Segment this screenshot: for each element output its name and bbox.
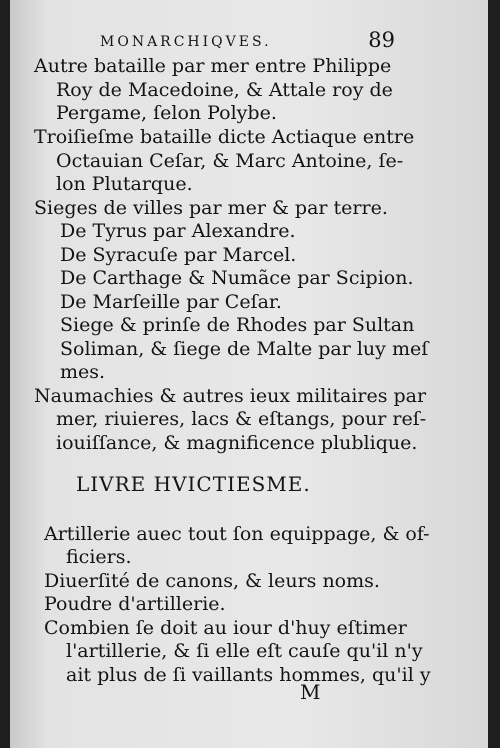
toc-line: Poudre d'artillerie. [44, 593, 226, 615]
toc-line: mer, riuieres, lacs & eſtangs, pour reſ- [56, 408, 427, 430]
toc-line: Soliman, & ſiege de Malte par luy meſ [60, 338, 429, 360]
book-page [10, 0, 488, 748]
toc-line: ficiers. [66, 546, 132, 568]
toc-line: De Marſeille par Ceſar. [60, 291, 282, 313]
toc-line: ait plus de ſi vaillants hommes, qu'il y [66, 664, 431, 686]
toc-line: iouiſſance, & magnificence plublique. [56, 432, 418, 454]
toc-line: Pergame, ſelon Polybe. [56, 102, 277, 124]
section-heading: LIVRE HVICTIESME. [76, 472, 311, 496]
toc-line: De Syracuſe par Marcel. [60, 244, 297, 266]
toc-line: De Tyrus par Alexandre. [60, 220, 296, 242]
toc-line: Siege & prinſe de Rhodes par Sultan [60, 314, 415, 336]
toc-line: Roy de Macedoine, & Attale roy de [56, 79, 393, 101]
toc-line: Combien ſe doit au iour d'huy eſtimer [44, 617, 407, 639]
toc-line: Octauian Ceſar, & Marc Antoine, ſe- [56, 150, 404, 172]
toc-line: Troiſieſme bataille dicte Actiaque entre [34, 126, 415, 148]
toc-line: Autre bataille par mer entre Philippe [34, 55, 392, 77]
signature-mark: M [300, 680, 321, 704]
page-header [80, 28, 395, 54]
toc-line: lon Plutarque. [56, 173, 193, 195]
toc-line: Naumachies & autres ieux militaires par [34, 385, 427, 407]
toc-line: Diuerſité de canons, & leurs noms. [44, 570, 380, 592]
running-title: MONARCHIQVES. [100, 34, 272, 50]
toc-line: Artillerie auec tout ſon equippage, & of- [44, 523, 430, 545]
toc-line: De Carthage & Numãce par Scipion. [60, 267, 414, 289]
toc-line: mes. [60, 361, 106, 383]
page-number: 89 [368, 28, 395, 52]
toc-line: l'artillerie, & ſi elle eſt cauſe qu'il n'y [66, 640, 423, 662]
toc-line: Sieges de villes par mer & par terre. [34, 197, 388, 219]
